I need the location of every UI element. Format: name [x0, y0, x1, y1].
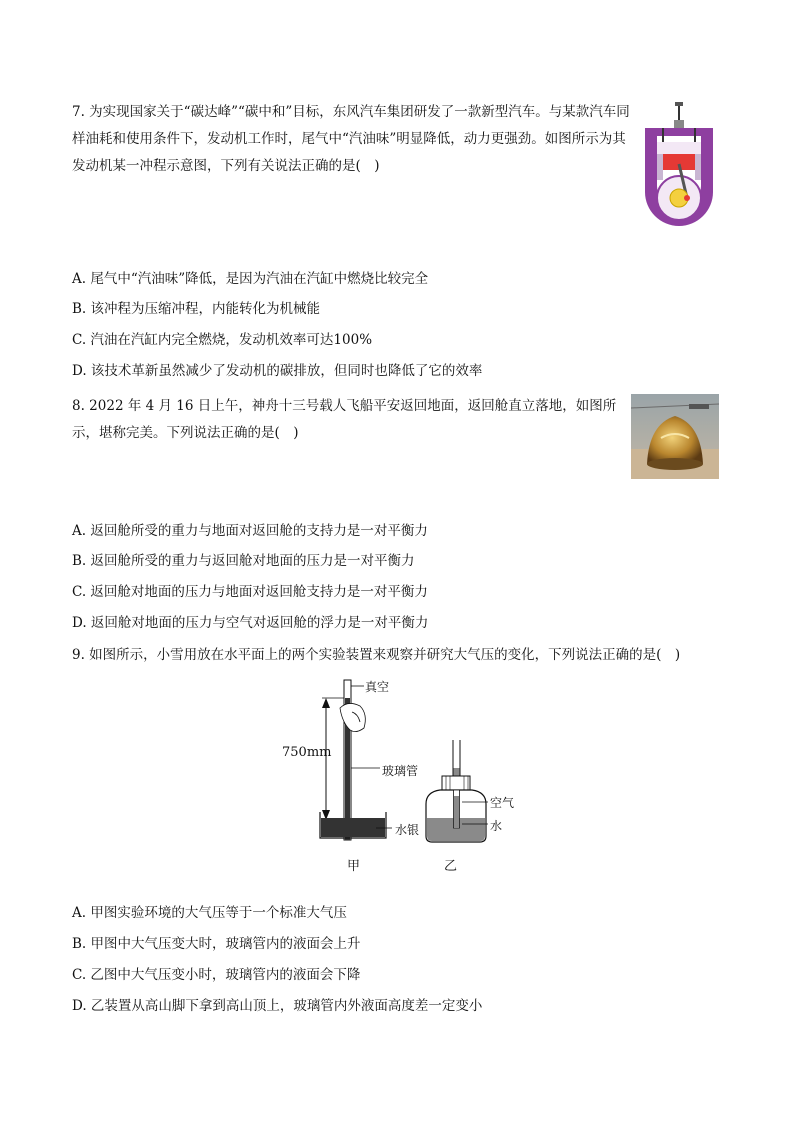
- label-jia: 甲: [347, 859, 361, 874]
- q7-option-d: D. 该技术革新虽然减少了发动机的碳排放，但同时也降低了它的效率: [72, 363, 483, 379]
- label-height: 750mm: [282, 745, 332, 760]
- label-glass-tube: 玻璃管: [382, 764, 419, 778]
- q9-option-d: D. 乙装置从高山脚下拿到高山顶上，玻璃管内外液面高度差一定变小: [72, 998, 483, 1014]
- label-vacuum: 真空: [365, 680, 390, 694]
- q7-option-b: B. 该冲程为压缩冲程，内能转化为机械能: [72, 301, 321, 317]
- q7-option-a: A. 尾气中“汽油味”降低，是因为汽油在汽缸中燃烧比较完全: [72, 271, 429, 287]
- return-capsule-photo: [631, 394, 719, 479]
- q8-option-a: A. 返回舱所受的重力与地面对返回舱的支持力是一对平衡力: [72, 523, 428, 539]
- q9-option-c: C. 乙图中大气压变小时，玻璃管内的液面会下降: [72, 967, 361, 983]
- q8-option-c: C. 返回舱对地面的压力与地面对返回舱支持力是一对平衡力: [72, 584, 428, 600]
- label-yi: 乙: [444, 859, 458, 874]
- q8-option-d: D. 返回舱对地面的压力与空气对返回舱的浮力是一对平衡力: [72, 615, 429, 631]
- q8-stem: 8. 2022 年 4 月 16 日上午，神舟十三号载人飞船平安返回地面，返回舱直立落地，如图所示，堪称完美。下列说法正确的是( ): [72, 398, 617, 441]
- label-air: 空气: [490, 796, 515, 810]
- q7-stem: 7. 为实现国家关于“碳达峰”“碳中和”目标，东风汽车集团研发了一款新型汽车。与某款汽车同样油耗和使用条件下，发动机工作时，尾气中“汽油味”明显降低，动力更强劲。如图所示为其发动机某一冲程示意图，下列有关说法正确的是( ): [72, 104, 630, 174]
- q9-stem: 9. 如图所示，小雪用放在水平面上的两个实验装置来观察并研究大气压的变化，下列说法正确的是( ): [72, 647, 681, 663]
- q7-option-c: C. 汽油在汽缸内完全燃烧，发动机效率可达100%: [72, 332, 373, 348]
- engine-stroke-figure: [641, 102, 717, 226]
- label-mercury: 水银: [395, 823, 420, 837]
- q9-option-b: B. 甲图中大气压变大时，玻璃管内的液面会上升: [72, 936, 361, 952]
- q8-option-b: B. 返回舱所受的重力与返回舱对地面的压力是一对平衡力: [72, 553, 415, 569]
- q9-option-a: A. 甲图实验环境的大气压等于一个标准大气压: [72, 905, 347, 921]
- label-water: 水: [490, 819, 503, 833]
